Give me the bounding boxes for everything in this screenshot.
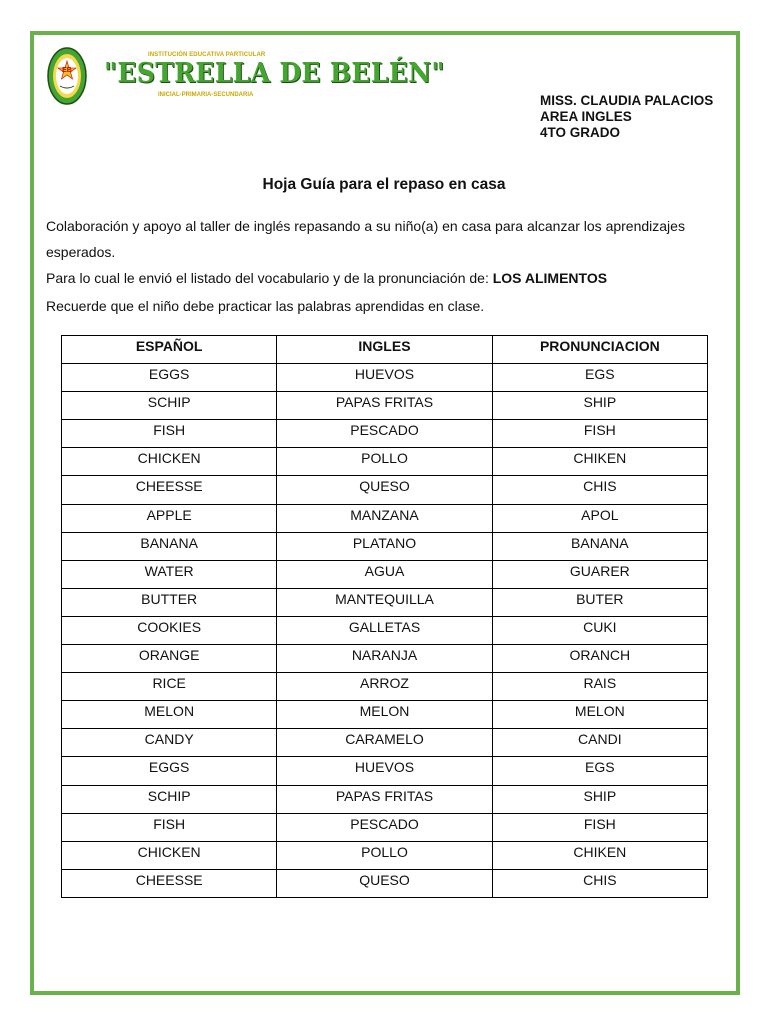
cell-ingles: QUESO: [277, 476, 492, 504]
document-title: Hoja Guía para el repaso en casa: [262, 176, 506, 193]
table-row: [62, 364, 708, 392]
table-row: [62, 813, 708, 841]
school-logo: [46, 46, 88, 106]
cell-pronunciacion: BUTER: [492, 588, 707, 616]
cell-espanol: COOKIES: [62, 616, 277, 644]
table-header-row: [62, 336, 708, 364]
cell-ingles: MANTEQUILLA: [277, 588, 492, 616]
intro-paragraph-line2: esperados.: [46, 244, 116, 260]
cell-ingles: HUEVOS: [277, 364, 492, 392]
cell-pronunciacion: MELON: [492, 701, 707, 729]
vocabulary-table: [61, 335, 708, 898]
cell-espanol: WATER: [62, 560, 277, 588]
cell-ingles: QUESO: [277, 869, 492, 897]
cell-pronunciacion: CHIKEN: [492, 841, 707, 869]
cell-ingles: PAPAS FRITAS: [277, 785, 492, 813]
cell-pronunciacion: FISH: [492, 813, 707, 841]
table-row: [62, 476, 708, 504]
intro-paragraph-line1: Colaboración y apoyo al taller de inglés repasando a su niño(a) en casa para alcanzar los aprendizajes: [46, 218, 685, 234]
cell-ingles: MELON: [277, 701, 492, 729]
cell-espanol: FISH: [62, 813, 277, 841]
institution-levels: INICIAL-PRIMARIA-SECUNDARIA: [158, 92, 254, 98]
cell-espanol: BUTTER: [62, 588, 277, 616]
cell-pronunciacion: BANANA: [492, 532, 707, 560]
cell-espanol: SCHIP: [62, 785, 277, 813]
cell-espanol: FISH: [62, 420, 277, 448]
cell-pronunciacion: EGS: [492, 364, 707, 392]
cell-espanol: EGGS: [62, 757, 277, 785]
cell-espanol: RICE: [62, 673, 277, 701]
cell-espanol: CHICKEN: [62, 448, 277, 476]
cell-ingles: MANZANA: [277, 504, 492, 532]
cell-ingles: NARANJA: [277, 645, 492, 673]
table-row: [62, 757, 708, 785]
topic-name: LOS ALIMENTOS: [492, 270, 608, 286]
cell-ingles: POLLO: [277, 448, 492, 476]
subject-area: AREA INGLES: [540, 109, 632, 124]
cell-espanol: CHEESSE: [62, 476, 277, 504]
svg-text:EB: EB: [62, 67, 72, 74]
teacher-name: MISS. CLAUDIA PALACIOS: [540, 93, 714, 108]
table-row: [62, 701, 708, 729]
cell-espanol: ORANGE: [62, 645, 277, 673]
institution-name: "ESTRELLA DE BELÉN": [104, 58, 445, 89]
cell-pronunciacion: APOL: [492, 504, 707, 532]
cell-ingles: CARAMELO: [277, 729, 492, 757]
cell-espanol: MELON: [62, 701, 277, 729]
table-row: [62, 645, 708, 673]
cell-pronunciacion: SHIP: [492, 785, 707, 813]
table-row: [62, 420, 708, 448]
cell-pronunciacion: SHIP: [492, 392, 707, 420]
cell-pronunciacion: CHIS: [492, 869, 707, 897]
cell-pronunciacion: EGS: [492, 757, 707, 785]
cell-espanol: EGGS: [62, 364, 277, 392]
table-row: [62, 616, 708, 644]
cell-ingles: PESCADO: [277, 813, 492, 841]
cell-ingles: PLATANO: [277, 532, 492, 560]
topic-paragraph: [46, 269, 736, 287]
cell-espanol: CHICKEN: [62, 841, 277, 869]
cell-ingles: AGUA: [277, 560, 492, 588]
cell-espanol: CANDY: [62, 729, 277, 757]
cell-pronunciacion: CHIKEN: [492, 448, 707, 476]
grade-level: 4TO GRADO: [540, 125, 621, 140]
cell-pronunciacion: RAIS: [492, 673, 707, 701]
cell-pronunciacion: FISH: [492, 420, 707, 448]
cell-ingles: PAPAS FRITAS: [277, 392, 492, 420]
teacher-info: [540, 93, 713, 141]
cell-ingles: POLLO: [277, 841, 492, 869]
cell-ingles: ARROZ: [277, 673, 492, 701]
table-row: [62, 504, 708, 532]
reminder-paragraph: Recuerde que el niño debe practicar las palabras aprendidas en clase.: [46, 298, 485, 314]
cell-espanol: BANANA: [62, 532, 277, 560]
table-row: [62, 673, 708, 701]
table-row: [62, 785, 708, 813]
table-row: [62, 448, 708, 476]
cell-espanol: CHEESSE: [62, 869, 277, 897]
table-row: [62, 532, 708, 560]
cell-pronunciacion: CUKI: [492, 616, 707, 644]
cell-pronunciacion: GUARER: [492, 560, 707, 588]
cell-espanol: APPLE: [62, 504, 277, 532]
cell-pronunciacion: CANDI: [492, 729, 707, 757]
cell-ingles: HUEVOS: [277, 757, 492, 785]
header-espanol: ESPAÑOL: [62, 336, 277, 364]
table-row: [62, 588, 708, 616]
header-pronunciacion: PRONUNCIACION: [492, 336, 707, 364]
cell-espanol: SCHIP: [62, 392, 277, 420]
cell-ingles: GALLETAS: [277, 616, 492, 644]
cell-pronunciacion: ORANCH: [492, 645, 707, 673]
table-row: [62, 392, 708, 420]
header-ingles: INGLES: [277, 336, 492, 364]
topic-text: Para lo cual le envió el listado del vocabulario y de la pronunciación de:: [46, 270, 493, 286]
table-row: [62, 560, 708, 588]
table-row: [62, 841, 708, 869]
institution-type: INSTITUCIÓN EDUCATIVA PARTICULAR: [148, 52, 266, 58]
cell-ingles: PESCADO: [277, 420, 492, 448]
table-row: [62, 869, 708, 897]
cell-pronunciacion: CHIS: [492, 476, 707, 504]
table-row: [62, 729, 708, 757]
